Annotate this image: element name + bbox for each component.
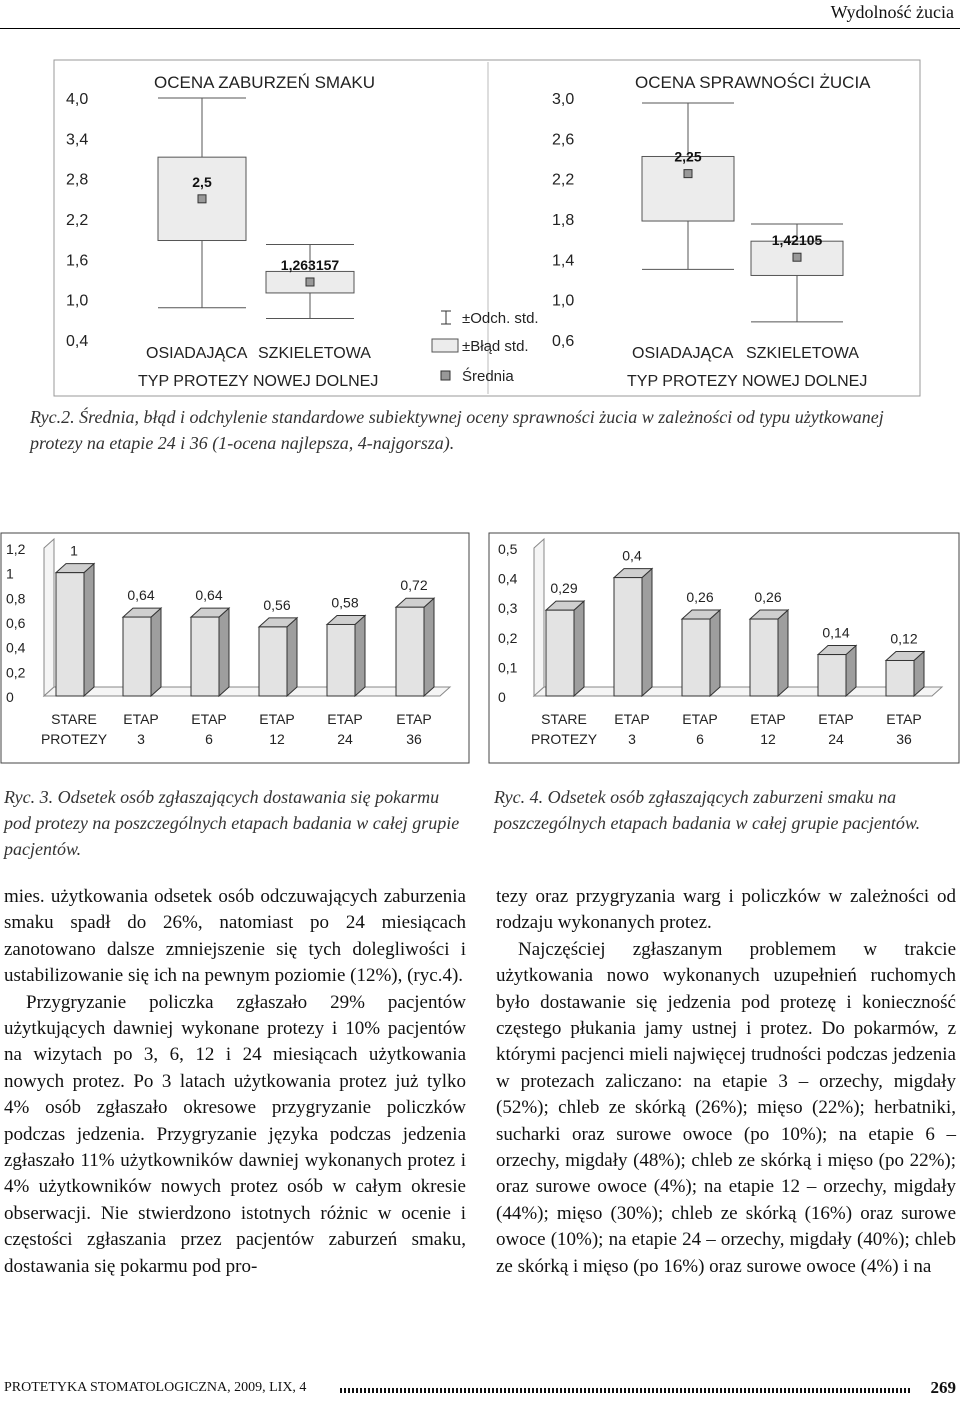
left-category-1: OSIADAJĄCA	[146, 345, 248, 362]
left-chart-title: OCENA ZABURZEŃ SMAKU	[154, 73, 376, 92]
footer-dotted-rule	[340, 1388, 910, 1393]
box0-tick-4: 1,6	[66, 252, 89, 270]
box0-cat1-mean-marker	[306, 278, 314, 286]
bars3-tick-6: 0	[6, 689, 14, 705]
running-title: Wydolność żucia	[830, 2, 954, 22]
bars3-bar-2-side	[219, 608, 229, 696]
bars4-bar-4-value-label: 0,14	[822, 624, 850, 641]
box0-tick-0: 4,0	[66, 91, 89, 108]
legend-sd: ±Odch. std.	[462, 310, 539, 327]
bars4-bar-0-category-label-1: PROTEZY	[530, 731, 598, 747]
body-left-column	[4, 884, 466, 1280]
bars3-tick-4: 0,4	[6, 639, 26, 656]
box1-tick-6: 0,6	[552, 333, 575, 350]
bars4-bar-1-category-label-1: 3	[628, 731, 636, 747]
bars4-bar-1-category-label-0: ETAP	[614, 711, 650, 727]
journal-citation: PROTETYKA STOMATOLOGICZNA, 2009, LIX, 4	[4, 1380, 307, 1395]
bars3-bar-4-side	[355, 615, 365, 696]
box1-cat0-mean-label: 2,25	[674, 148, 702, 165]
bars3-bar-0-side	[84, 564, 94, 696]
page-footer	[0, 1378, 960, 1400]
bars3-bar-0-category-label-0: STARE	[51, 711, 97, 727]
bars4-bar-1-front	[614, 578, 642, 696]
bars3-bar-4-value-label: 0,58	[331, 594, 359, 611]
bars3-bar-2-value-label: 0,64	[195, 587, 223, 604]
bars3-side-wall	[44, 539, 54, 696]
bars4-bar-5-category-label-1: 36	[896, 731, 912, 747]
bars4-bar-0-side	[574, 601, 584, 696]
bars3-bar-5-side	[424, 598, 434, 696]
legend-mean-icon	[441, 371, 450, 380]
body-right-column	[496, 884, 956, 1280]
bars4-bar-2-front	[682, 619, 710, 696]
box1-tick-4: 1,4	[552, 252, 575, 270]
figure-3-caption: Ryc. 3. Odsetek osób zgłaszających dostawania się pokarmu pod protezy na poszczególnych etapach badania w całej grupie pacjentów.	[4, 787, 460, 859]
bars3-bar-3-side	[287, 618, 297, 696]
right-chart-title: OCENA SPRAWNOŚCI ŻUCIA	[635, 73, 871, 92]
bars4-bar-4-category-label-0: ETAP	[818, 711, 854, 727]
body-right-paragraph-2: Najczęściej zgłaszanym problemem w trakcie użytkowania nowo wykonanych uzupełnień ruchomych było dostawanie się jedzenia pod protezę i konieczność częstego płukania jamy ustnej i protez. Do pokarmów, z którymi pacjenci mieli najwięcej trudności podczas jedzenia w protezach zaliczano: na etapie 3 – orzechy, migdały (52%); chleb ze skórką (26%); mięso (22%); herbatniki, sucharki oraz surowe owoce (po 10%); na etapie 6 – orzechy, migdały (48%); chleb ze skórką i mięso (po 22%); oraz surowe owoce (4%); na etapie 12 – orzechy, migdały (44%); mięso (30%); chleb ze skórką (16%) oraz surowe owoce (10%); na etapie 24 – orzechy, migdały (40%); chleb ze skórką i mięso (po 16%) oraz surowe owoce (4%) i na	[496, 938, 956, 1277]
bars3-bar-2-category-label-0: ETAP	[191, 711, 227, 727]
bars4-tick-4: 0,1	[498, 659, 518, 676]
bars3-bar-3-category-label-0: ETAP	[259, 711, 295, 727]
bars4-bar-1-value-label: 0,4	[622, 547, 642, 564]
bars4-floor	[534, 687, 942, 696]
bars4-side-wall	[534, 539, 544, 696]
bars3-bar-4-category-label-1: 24	[337, 731, 353, 747]
box0-cat1-mean-label: 1,263157	[280, 256, 340, 273]
body-left-paragraph-1: mies. użytkowania odsetek osób odczuwających zaburzenia smaku spadł do 26%, natomiast po 24 miesiącach zanotowano dalsze zmniejszenie się tych dolegliwości i ustabilizowanie się ich na pewnym poziomie (12%), (ryc.4).	[4, 886, 466, 987]
page-number: 269	[930, 1378, 956, 1397]
box0-cat0-mean-marker	[198, 195, 206, 203]
box1-tick-1: 2,6	[552, 131, 575, 149]
bars4-bar-2-side	[710, 610, 720, 696]
bars3-floor	[44, 687, 450, 696]
bars3-bar-0-front	[56, 573, 84, 696]
figure-3	[0, 532, 470, 764]
bars3-bar-5-value-label: 0,72	[400, 577, 428, 594]
bars3-tick-5: 0,2	[6, 664, 26, 681]
bars4-bar-0-category-label-0: STARE	[541, 711, 587, 727]
box1-cat0-se-box	[642, 156, 734, 221]
bars3-bar-2-category-label-1: 6	[205, 731, 213, 747]
running-header	[0, 0, 960, 30]
bars4-bar-0-value-label: 0,29	[550, 580, 578, 597]
bars3-tick-2: 0,8	[6, 590, 26, 607]
bars4-bar-4-category-label-1: 24	[828, 731, 844, 747]
bars4-tick-5: 0	[498, 689, 506, 705]
box0-tick-2: 2,8	[66, 171, 89, 189]
bars3-bar-4-category-label-0: ETAP	[327, 711, 363, 727]
box1-tick-5: 1,0	[552, 292, 575, 310]
bars4-tick-1: 0,4	[498, 570, 518, 587]
bars3-bar-3-category-label-1: 12	[269, 731, 285, 747]
legend-mean: Średnia	[462, 368, 514, 385]
bars4-bar-5-category-label-0: ETAP	[886, 711, 922, 727]
left-category-2: SZKIELETOWA	[258, 345, 371, 362]
body-left-paragraph-2: Przygryzanie policzka zgłaszało 29% pacjentów użytkujących dawniej wykonane protezy i 10% pacjentów na wizytach po 3, 6, 12 i 24 miesiącach użytkowania nowych protez. Po 3 latach użytkowania protez już tylko 4% osób zgłaszało okresowe przygryzanie policzków podczas jedzenia. Przygryzanie języka podczas jedzenia zgłaszało 11% użytkowników dawniej wykonanych protez i 4% użytkowników nowych protez osób w całym okresie obserwacji. Nie stwierdzono istotnych różnic w ocenie i częstości zgłaszania przez pacjentów zaburzeń smaku, dostawania się pokarmu pod pro-	[4, 991, 466, 1277]
box1-cat1-mean-marker	[793, 253, 801, 261]
bars3-tick-1: 1	[6, 565, 14, 582]
bars3-bar-1-category-label-1: 3	[137, 731, 145, 747]
bars3-bar-2-front	[191, 617, 219, 696]
header-rule	[0, 28, 960, 29]
bars4-bar-0-front	[546, 610, 574, 696]
right-axis-title: TYP PROTEZY NOWEJ DOLNEJ	[627, 373, 868, 390]
bars3-tick-0: 1,2	[6, 541, 26, 557]
bars3-bar-4-front	[327, 624, 355, 696]
bars4-bar-2-category-label-1: 6	[696, 731, 704, 747]
figure-2-caption: Ryc.2. Średnia, błąd i odchylenie standardowe subiektywnej oceny sprawności żucia w zależności od typu użytkowanej protezy na etapie 24 i 36 (1-ocena najlepsza, 4-najgorsza).	[30, 407, 884, 453]
box0-tick-3: 2,2	[66, 212, 89, 229]
bars3-bar-5-category-label-1: 36	[406, 731, 422, 747]
bars4-bar-3-category-label-0: ETAP	[750, 711, 786, 727]
right-category-2: SZKIELETOWA	[746, 345, 859, 362]
bars4-tick-0: 0,5	[498, 541, 518, 557]
bars4-bar-4-front	[818, 655, 846, 696]
bars3-bar-1-value-label: 0,64	[127, 587, 155, 604]
bars3-bar-5-front	[396, 607, 424, 696]
legend-se: ±Błąd std.	[462, 338, 529, 355]
bars3-bar-0-value-label: 1	[70, 542, 78, 559]
box0-tick-6: 0,4	[66, 333, 89, 350]
figure-2	[52, 58, 922, 398]
bars4-bar-3-category-label-1: 12	[760, 731, 776, 747]
bars4-bar-5-value-label: 0,12	[890, 630, 918, 647]
box1-tick-0: 3,0	[552, 91, 575, 108]
right-category-1: OSIADAJĄCA	[632, 345, 734, 362]
bars3-bar-0-category-label-1: PROTEZY	[40, 731, 108, 747]
box0-cat0-mean-label: 2,5	[192, 173, 212, 190]
box0-tick-1: 3,4	[66, 131, 89, 149]
body-right-paragraph-1: tezy oraz przygryzania warg i policzków w zależności od rodzaju wykonanych protez.	[496, 886, 956, 934]
bars4-bar-2-value-label: 0,26	[686, 589, 714, 606]
box1-cat0-mean-marker	[684, 170, 692, 178]
bars4-bar-3-value-label: 0,26	[754, 589, 782, 606]
bars4-tick-2: 0,3	[498, 600, 518, 617]
bars4-bar-3-side	[778, 610, 788, 696]
bars3-bar-5-category-label-0: ETAP	[396, 711, 432, 727]
bars4-bar-2-category-label-0: ETAP	[682, 711, 718, 727]
box1-tick-3: 1,8	[552, 212, 575, 229]
figure-4	[488, 532, 960, 764]
bars3-bar-1-side	[151, 608, 161, 696]
bars4-bar-3-front	[750, 619, 778, 696]
bars3-tick-3: 0,6	[6, 615, 26, 631]
bars3-bar-1-front	[123, 617, 151, 696]
bars4-tick-3: 0,2	[498, 629, 518, 646]
bars3-bar-1-category-label-0: ETAP	[123, 711, 159, 727]
bars4-bar-5-front	[886, 660, 914, 696]
bars3-bar-3-front	[259, 627, 287, 696]
box0-tick-5: 1,0	[66, 292, 89, 310]
bars4-bar-1-side	[642, 569, 652, 696]
box1-cat1-mean-label: 1,42105	[771, 232, 823, 249]
bars3-bar-3-value-label: 0,56	[263, 596, 291, 613]
legend-box-icon	[432, 339, 458, 352]
left-axis-title: TYP PROTEZY NOWEJ DOLNEJ	[138, 373, 379, 390]
figure-4-caption: Ryc. 4. Odsetek osób zgłaszających zaburzeni smaku na poszczególnych etapach badania w całej grupie pacjentów.	[494, 787, 921, 833]
box1-tick-2: 2,2	[552, 171, 575, 189]
